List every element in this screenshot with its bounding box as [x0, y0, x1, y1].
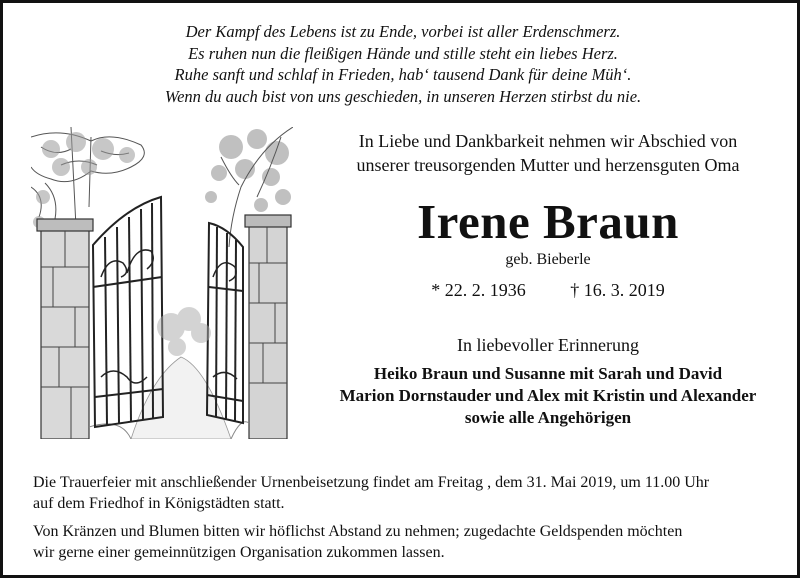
memory-line: In liebevoller Erinnerung: [457, 335, 639, 355]
funeral-line: auf dem Friedhof in Königstädten statt.: [33, 495, 285, 512]
poem-line: Es ruhen nun die fleißigen Hände und stille steht ein liebes Herz.: [188, 43, 618, 63]
mourner-line: Heiko Braun und Susanne mit Sarah und David: [373, 364, 723, 383]
mourner-line: Marion Dornstauder und Alex mit Kristin und Alexander: [339, 386, 757, 405]
mourner-line: sowie alle Angehörigen: [464, 408, 632, 427]
funeral-line: Die Trauerfeier mit anschließender Urnenbeisetzung findet am Freitag , dem 31. Mai 2019, um 11.00 Uhr: [33, 474, 710, 491]
life-dates: [303, 279, 793, 301]
intro-line: In Liebe und Dankbarkeit nehmen wir Abschied von: [358, 131, 738, 151]
poem-line: Wenn du auch bist von uns geschieden, in unseren Herzen stirbst du nie.: [164, 86, 642, 106]
death-date: † 16. 3. 2019: [570, 280, 665, 300]
funeral-info: [33, 472, 788, 514]
birth-date: * 22. 2. 1936: [431, 280, 526, 300]
deceased-name: Irene Braun: [417, 194, 679, 249]
donation-line: Von Kränzen und Blumen bitten wir höflichst Abstand zu nehmen; zugedachte Geldspenden möchten: [33, 523, 683, 540]
poem-line: Ruhe sanft und schlaf in Frieden, hab‘ tausend Dank für deine Müh‘.: [174, 65, 632, 84]
memorial-poem: [63, 21, 743, 107]
poem-line: Der Kampf des Lebens ist zu Ende, vorbei ist aller Erdenschmerz.: [185, 22, 621, 41]
funeral-details: [33, 472, 788, 570]
donation-line: wir gerne einer gemeinnützigen Organisation zukommen lassen.: [33, 544, 445, 561]
maiden-name: geb. Bieberle: [505, 251, 591, 268]
intro-line: unserer treusorgenden Mutter und herzensguten Oma: [356, 155, 740, 175]
mourners-list: [303, 363, 793, 429]
farewell-intro: [303, 129, 793, 177]
donation-info: [33, 521, 788, 563]
open-garden-gate-icon: [31, 127, 293, 439]
